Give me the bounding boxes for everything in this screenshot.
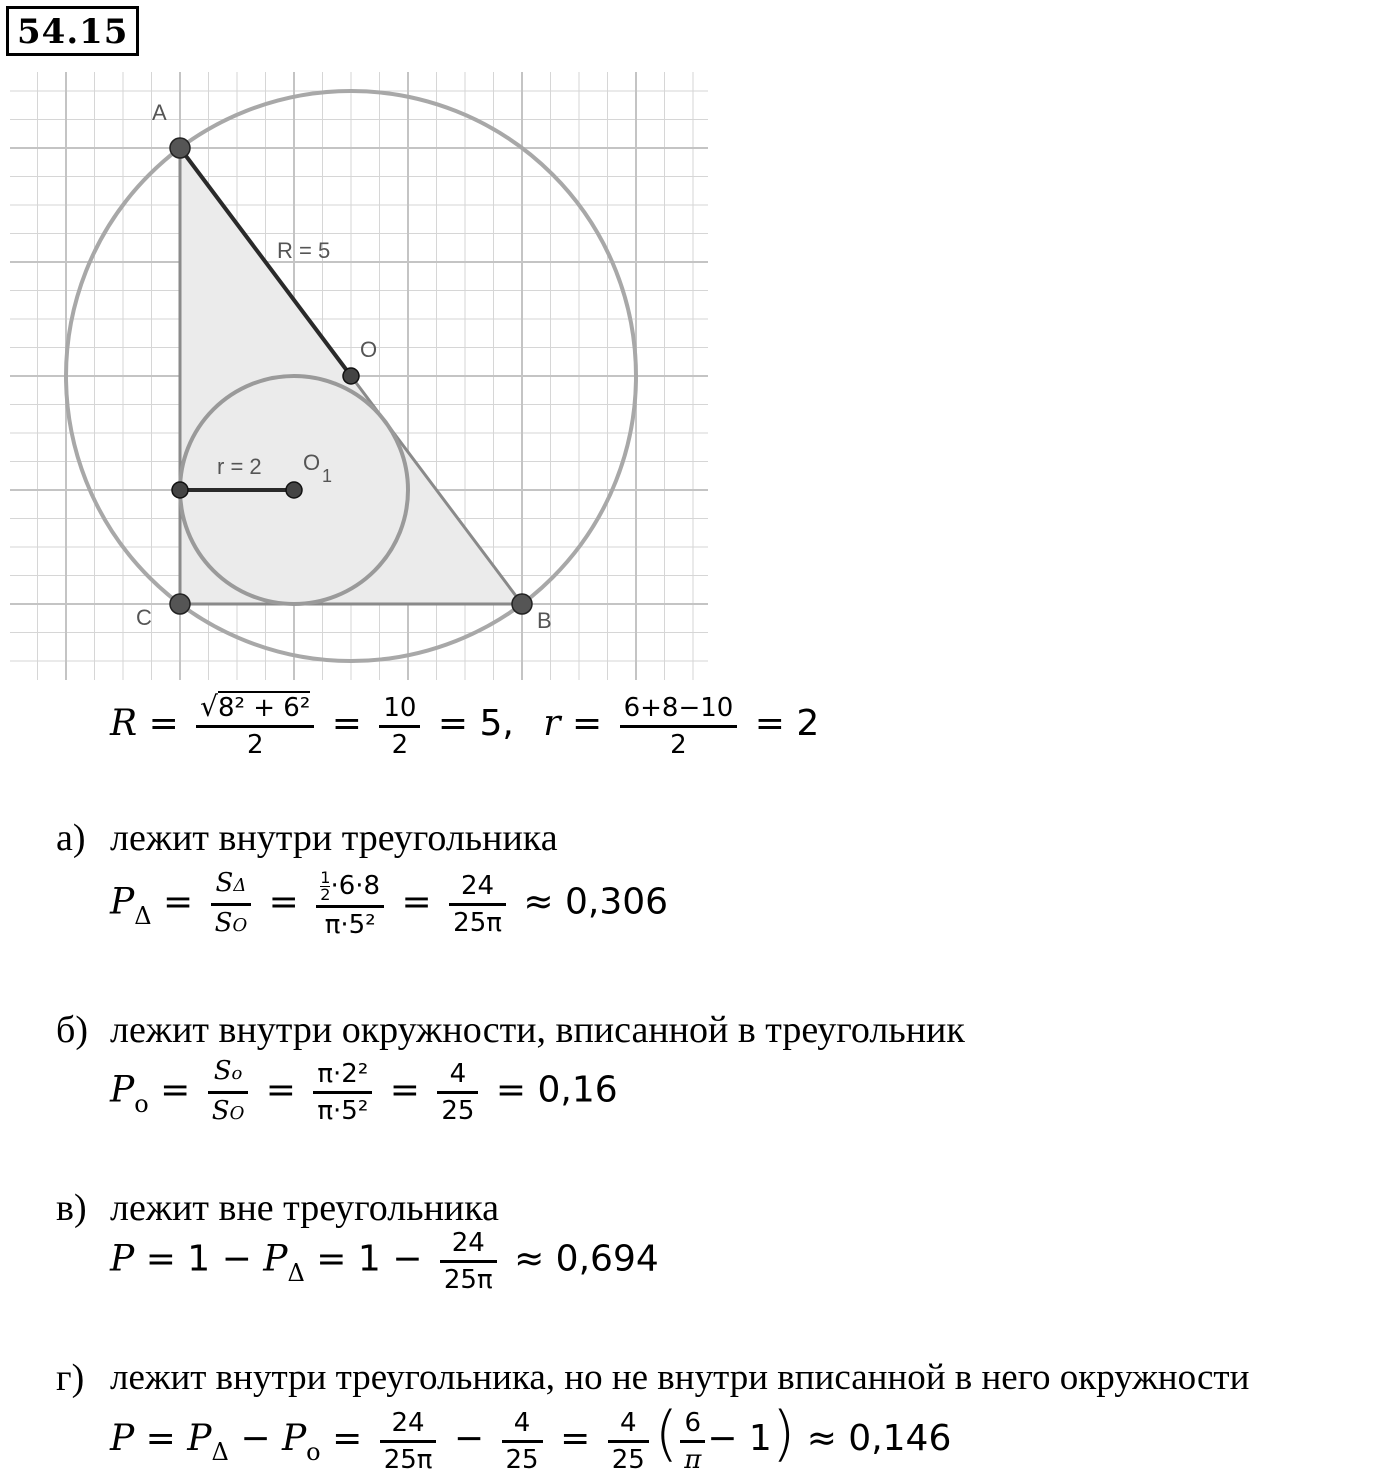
label-o1-subscript: 1: [322, 466, 333, 486]
item-d-formula: $P = P_\Delta - P_o$ = $\frac{24}{25\pi}$ − $\frac{4}{25}$ = $\frac{4}{25}$ ( $\frac{6}{\pi}$ − 1) ≈ 0,146: [110, 1399, 952, 1475]
item-d-text: лежит внутри треугольника, но не внутри вписанной в него окружности: [110, 1357, 1250, 1398]
radicand: 8² + 6²: [218, 693, 311, 723]
tangent-point: [172, 482, 188, 498]
label-b: B: [537, 608, 552, 633]
point-o1: [286, 482, 302, 498]
numerator: 6+8−10: [623, 692, 734, 723]
label-o: O: [360, 337, 378, 362]
point-a: [170, 138, 190, 158]
numerator: 10: [383, 692, 417, 723]
radii-formula: R = $\frac{\text{√8² + 6²}}{2}$ = $\frac{10}{2}$ = 5, r = $\frac{6+8-10}{2}$ = 2: [110, 690, 820, 760]
item-a-label: а): [56, 817, 86, 859]
value-R: = 5,: [437, 703, 514, 744]
fraction-sqrt: $\frac{\text{√8² + 6²}}{2}$: [196, 692, 314, 760]
value-r: = 2: [754, 703, 820, 744]
item-c-label: в): [56, 1187, 87, 1229]
item-a-text: лежит внутри треугольника: [110, 817, 558, 859]
problem-number: 54.15: [6, 6, 139, 56]
symbol-R: R: [110, 703, 138, 744]
item-c-formula: $P = 1 - P_\Delta = 1$ − $\frac{24}{25\pi}$ ≈ 0,694: [110, 1228, 659, 1295]
label-a: A: [152, 100, 167, 125]
item-b-formula: $P_o$ = $\frac{So}{SO}$ = $\frac{\text{π·2²}}{\text{π·5²}}$ = $\frac{4}{25}$ = 0,16: [110, 1056, 618, 1129]
geometry-figure: [0, 60, 720, 690]
label-c: C: [136, 605, 152, 630]
symbol-r: r: [543, 703, 561, 744]
label-radius-R: R = 5: [277, 238, 331, 263]
denominator: 2: [620, 725, 738, 760]
item-c-text: лежит вне треугольника: [110, 1187, 500, 1229]
item-b-label: б): [56, 1009, 88, 1051]
denominator: 2: [379, 725, 420, 760]
label-o1: O: [303, 450, 321, 475]
item-b-text: лежит внутри окружности, вписанной в треугольник: [110, 1009, 965, 1051]
fraction-r: [620, 693, 738, 760]
point-b: [512, 594, 532, 614]
item-d-label: г): [56, 1357, 85, 1399]
item-a-formula: $P_\Delta$ = $\frac{S\Delta}{SO}$ = $\frac{1}{2}$ ·6·8 π·5² = $\frac{24}{25\pi}$ ≈ 0,306: [110, 867, 669, 940]
label-radius-r: r = 2: [217, 454, 262, 479]
denominator: 2: [196, 725, 314, 760]
point-o: [343, 368, 359, 384]
fraction-ten-halves: [379, 693, 420, 760]
point-c: [170, 594, 190, 614]
